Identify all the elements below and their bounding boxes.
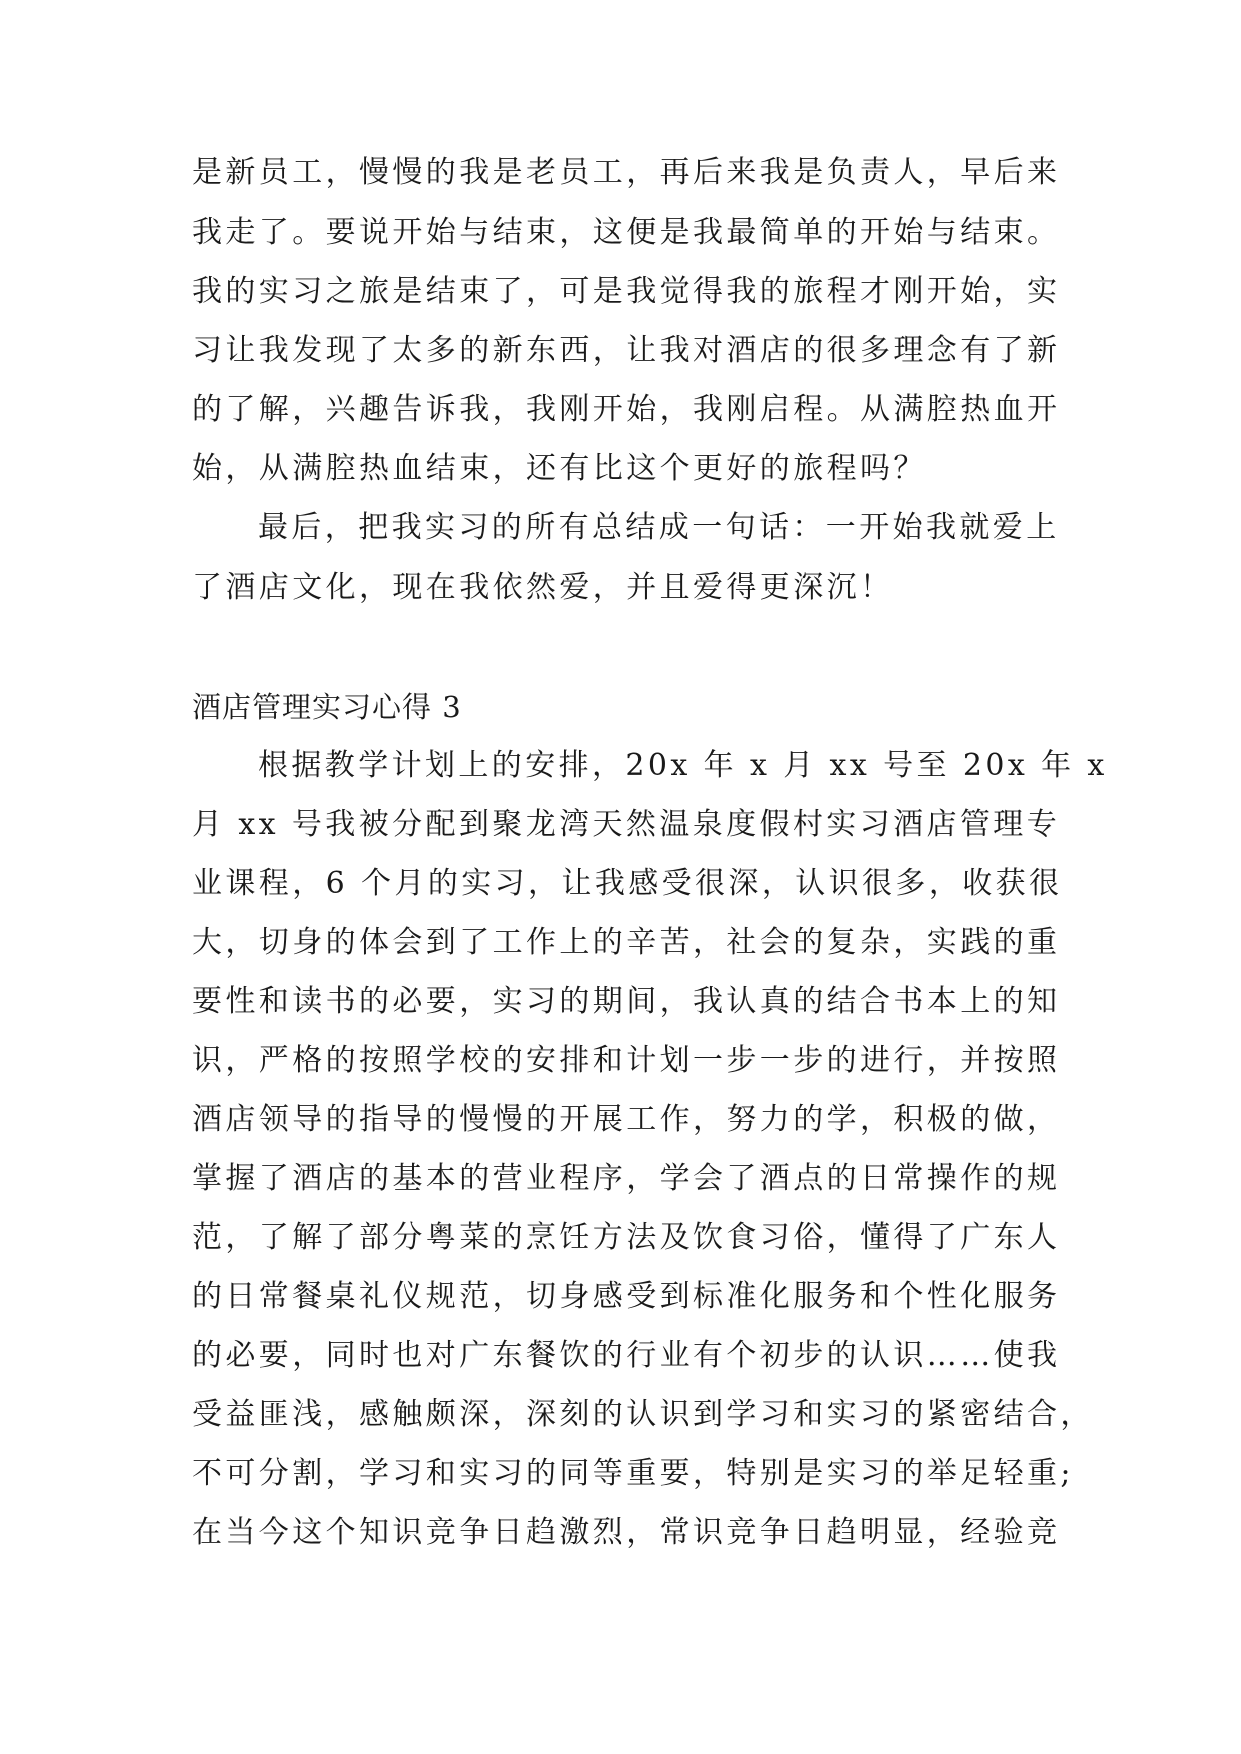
paragraph-line: 的必要，同时也对广东餐饮的行业有个初步的认识……使我 <box>192 1338 1061 1373</box>
paragraph-line: 是新员工，慢慢的我是老员工，再后来我是负责人，早后来 <box>192 155 1061 190</box>
paragraph-line: 根据教学计划上的安排，20x 年 x 月 xx 号至 20x 年 x <box>258 748 1108 783</box>
paragraph-line: 我的实习之旅是结束了，可是我觉得我的旅程才刚开始，实 <box>192 274 1061 309</box>
paragraph-line: 范，了解了部分粤菜的烹饪方法及饮食习俗，懂得了广东人 <box>192 1220 1061 1255</box>
paragraph-line: 掌握了酒店的基本的营业程序，学会了酒点的日常操作的规 <box>192 1161 1061 1196</box>
paragraph-line: 习让我发现了太多的新东西，让我对酒店的很多理念有了新 <box>192 333 1061 368</box>
paragraph-line: 业课程，6 个月的实习，让我感受很深，认识很多，收获很 <box>192 866 1063 901</box>
paragraph-line: 不可分割，学习和实习的同等重要，特别是实习的举足轻重; <box>192 1456 1074 1491</box>
paragraph-line: 的了解，兴趣告诉我，我刚开始，我刚启程。从满腔热血开 <box>192 392 1061 427</box>
paragraph-line: 识，严格的按照学校的安排和计划一步一步的进行，并按照 <box>192 1043 1061 1078</box>
paragraph-line: 大，切身的体会到了工作上的辛苦，社会的复杂，实践的重 <box>192 925 1061 960</box>
paragraph-line: 酒店领导的指导的慢慢的开展工作，努力的学，积极的做， <box>192 1102 1061 1137</box>
paragraph-line: 我走了。要说开始与结束，这便是我最简单的开始与结束。 <box>192 215 1061 250</box>
paragraph-line: 最后，把我实习的所有总结成一句话：一开始我就爱上 <box>258 510 1060 545</box>
section-heading: 酒店管理实习心得 3 <box>192 690 462 724</box>
paragraph-line: 要性和读书的必要，实习的期间，我认真的结合书本上的知 <box>192 984 1061 1019</box>
paragraph-line: 的日常餐桌礼仪规范，切身感受到标准化服务和个性化服务 <box>192 1279 1061 1314</box>
paragraph-line: 了酒店文化，现在我依然爱，并且爱得更深沉！ <box>192 570 894 605</box>
paragraph-line: 在当今这个知识竞争日趋激烈，常识竞争日趋明显，经验竞 <box>192 1515 1061 1550</box>
paragraph-line: 始，从满腔热血结束，还有比这个更好的旅程吗？ <box>192 451 927 486</box>
paragraph-line: 受益匪浅，感触颇深，深刻的认识到学习和实习的紧密结合， <box>192 1397 1094 1432</box>
paragraph-line: 月 xx 号我被分配到聚龙湾天然温泉度假村实习酒店管理专 <box>192 807 1061 842</box>
